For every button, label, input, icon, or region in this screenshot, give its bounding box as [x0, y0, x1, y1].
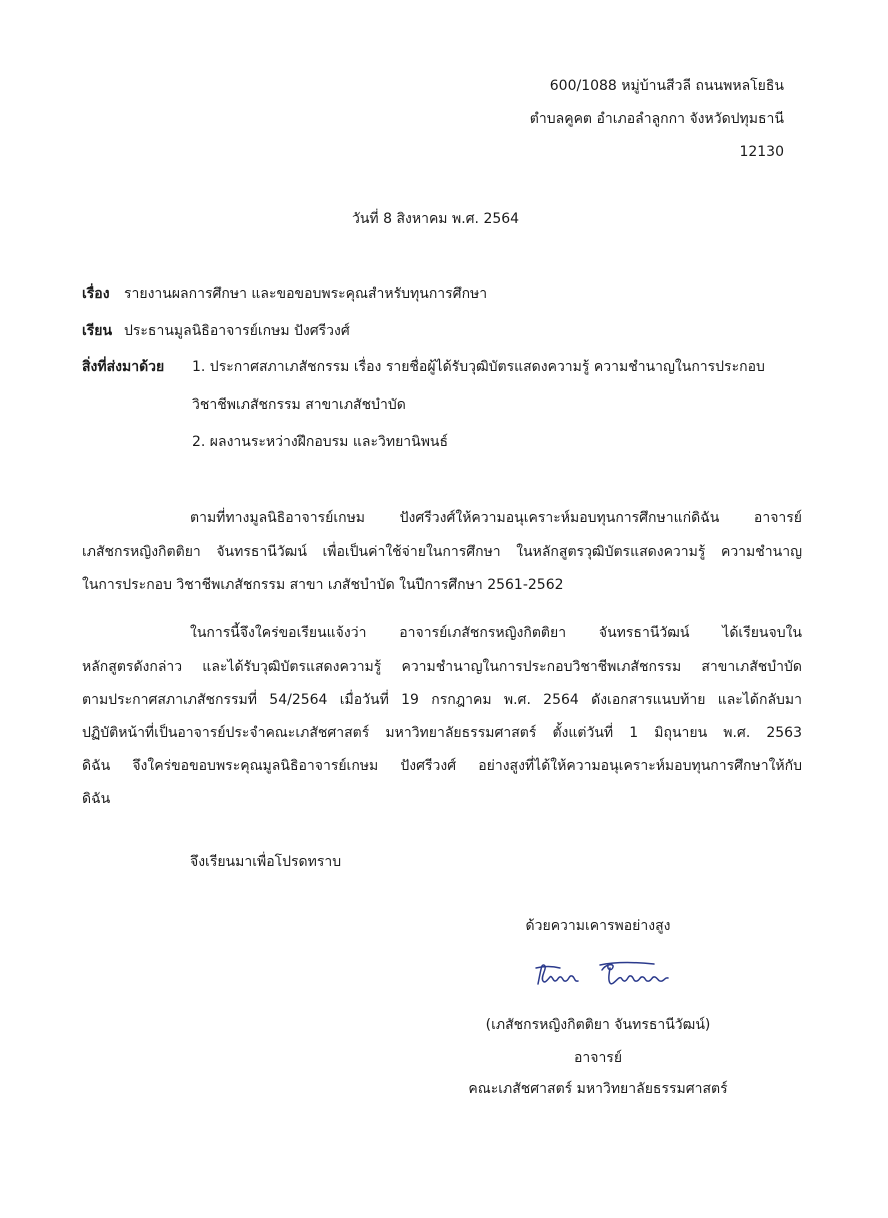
subject-label: เรื่อง	[82, 286, 110, 302]
paragraph-2-line-6: ดิฉัน	[82, 791, 111, 807]
recipient-label: เรียน	[82, 323, 113, 339]
recipient-text: ประธานมูลนิธิอาจารย์เกษม ปังศรีวงศ์	[124, 323, 350, 339]
subject-text: รายงานผลการศึกษา และขอขอบพระคุณสำหรับทุนการศึกษา	[124, 286, 488, 302]
closing-salutation: ด้วยความเคารพอย่างสูง	[525, 918, 671, 934]
paragraph-1-line-2: เภสัชกรหญิงกิตติยา จันทรธานีวัฒน์ เพื่อเป็นค่าใช้จ่ายในการศึกษา ในหลักสูตรวุฒิบัตรแสดงความรู้ ความชำนาญ	[82, 544, 802, 560]
enclosure-item-1-line-2: วิชาชีพเภสัชกรรม สาขาเภสัชบำบัด	[192, 397, 406, 413]
paragraph-2-line-5: ดิฉัน จึงใคร่ขอขอบพระคุณมูลนิธิอาจารย์เกษม ปังศรีวงศ์ อย่างสูงที่ได้ให้ความอนุเคราะห์มอบทุนการศึกษาให้กับ	[82, 758, 802, 774]
paragraph-2-line-2: หลักสูตรดังกล่าว และได้รับวุฒิบัตรแสดงความรู้ ความชำนาญในการประกอบวิชาชีพเภสัชกรรม สาขาเภสัชบำบัด	[82, 659, 802, 675]
sender-address-postcode: 12130	[739, 144, 784, 160]
paragraph-1-line-1: ตามที่ทางมูลนิธิอาจารย์เกษม ปังศรีวงศ์ให้ความอนุเคราะห์มอบทุนการศึกษาแก่ดิฉัน อาจารย์	[190, 510, 802, 526]
signer-position: อาจารย์	[573, 1050, 623, 1066]
letter-date: วันที่ 8 สิงหาคม พ.ศ. 2564	[352, 211, 520, 227]
sender-address-line-1: 600/1088 หมู่บ้านสีวลี ถนนพหลโยธิน	[549, 78, 784, 94]
signer-affiliation: คณะเภสัชศาสตร์ มหาวิทยาลัยธรรมศาสตร์	[468, 1081, 728, 1097]
paragraph-2-line-4: ปฏิบัติหน้าที่เป็นอาจารย์ประจำคณะเภสัชศาสตร์ มหาวิทยาลัยธรรมศาสตร์ ตั้งแต่วันที่ 1 มิถุนายน พ.ศ. 2563	[82, 725, 802, 741]
paragraph-2-line-1: ในการนี้จึงใคร่ขอเรียนแจ้งว่า อาจารย์เภสัชกรหญิงกิตติยา จันทรธานีวัฒน์ ได้เรียนจบใน	[190, 625, 802, 641]
handwritten-signature	[534, 960, 684, 990]
closing-sentence: จึงเรียนมาเพื่อโปรดทราบ	[190, 854, 342, 870]
enclosure-item-1-line-1: 1. ประกาศสภาเภสัชกรรม เรื่อง รายชื่อผู้ได้รับวุฒิบัตรแสดงความรู้ ความชำนาญในการประกอบ	[192, 359, 765, 375]
enclosure-item-2: 2. ผลงานระหว่างฝึกอบรม และวิทยานิพนธ์	[192, 434, 449, 450]
signer-name: (เภสัชกรหญิงกิตติยา จันทรธานีวัฒน์)	[485, 1017, 711, 1033]
paragraph-1-line-3: ในการประกอบ วิชาชีพเภสัชกรรม สาขา เภสัชบำบัด ในปีการศึกษา 2561-2562	[82, 577, 564, 593]
sender-address-line-2: ตำบลคูคต อำเภอลำลูกกา จังหวัดปทุมธานี	[529, 111, 784, 127]
enclosures-label: สิ่งที่ส่งมาด้วย	[82, 359, 165, 375]
paragraph-2-line-3: ตามประกาศสภาเภสัชกรรมที่ 54/2564 เมื่อวันที่ 19 กรกฎาคม พ.ศ. 2564 ดังเอกสารแนบท้าย และได้กลับมา	[82, 692, 802, 708]
